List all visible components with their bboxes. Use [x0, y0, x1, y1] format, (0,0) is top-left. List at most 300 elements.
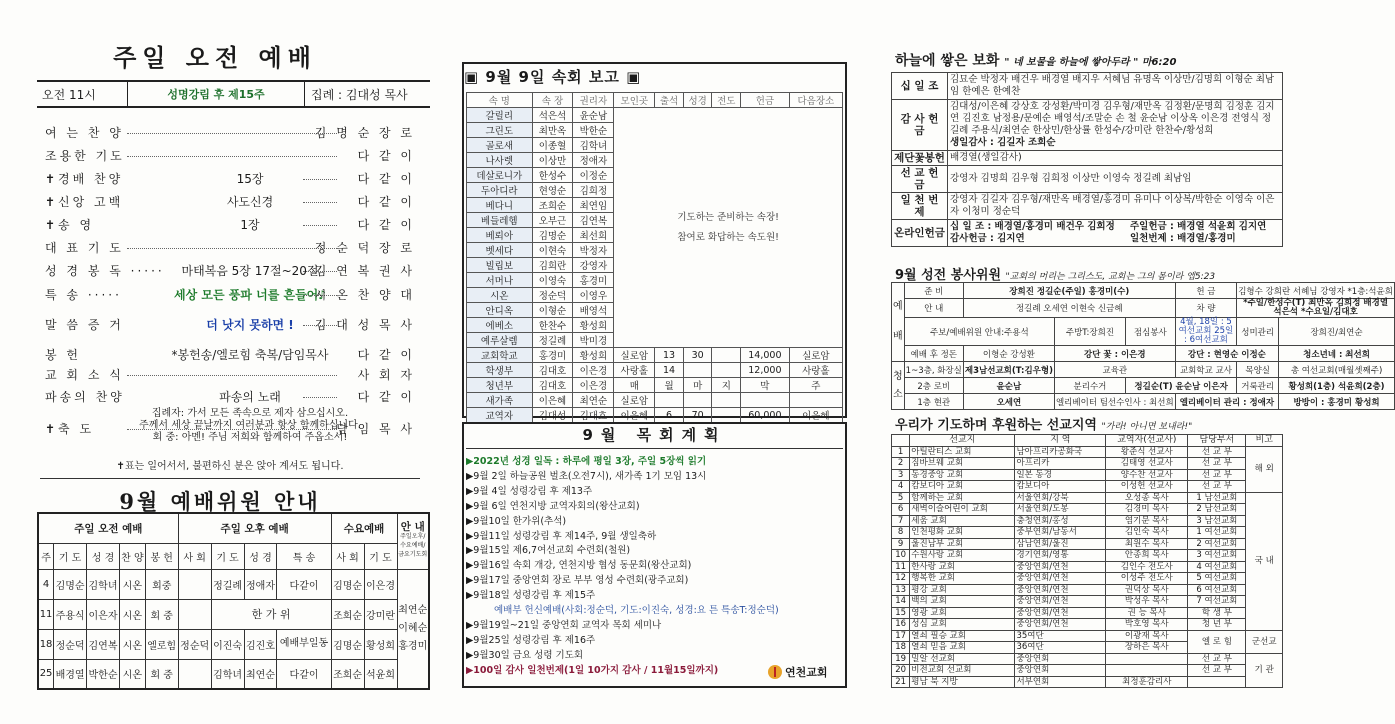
table-cell: 6	[655, 408, 684, 423]
service-title: 주일 오전 예배	[113, 43, 317, 72]
plan-item: ▶9월 4일 성령강림 후 제13주	[466, 485, 593, 497]
table-cell: 서울연회/도봉	[1015, 504, 1106, 516]
vol-cell: 윤순남	[963, 378, 1054, 394]
vol-cell: 정길순(T) 윤순남 이은자	[1125, 378, 1236, 394]
table-cell: 이영우	[573, 288, 614, 303]
offering-title	[895, 50, 1176, 70]
vol-cell: 2층 로비	[904, 378, 963, 394]
table-cell: 2 남선교회	[1188, 504, 1246, 516]
table-cell: 최연임	[573, 198, 614, 213]
table-cell: 베다니	[467, 198, 533, 213]
vol-cell: 분리수거	[1054, 378, 1125, 394]
offering-row	[892, 151, 1283, 166]
region-note: 국 내	[1246, 492, 1283, 630]
table-cell: 5 여선교회	[1188, 573, 1246, 585]
table-cell: 11	[38, 599, 54, 629]
table-row	[892, 458, 1283, 470]
dotted-leader	[303, 202, 337, 203]
plan-item: ▶9월16일 속회 개강, 연천지방 협성 동문회(왕산교회)	[466, 560, 692, 572]
order-person: 다 같 이	[357, 195, 415, 209]
table-cell: 다같이	[277, 659, 331, 689]
group-sunday-pm: 주일 오후 예배	[178, 513, 331, 543]
table-row	[892, 492, 1283, 504]
table-cell: 11	[892, 561, 910, 573]
table-cell: 김태영 선교사	[1106, 458, 1188, 470]
order-label: 파송의 찬양	[45, 390, 125, 404]
table-cell	[712, 393, 741, 408]
vol-cell: 청소년네 : 최선희	[1279, 346, 1395, 362]
group-sunday-am: 주일 오전 예배	[38, 513, 178, 543]
table-cell	[1106, 653, 1188, 665]
table-cell: 19	[892, 653, 910, 665]
table-cell: 세움 교회	[910, 515, 1015, 527]
table-cell: 선 교 부	[1188, 446, 1246, 458]
table-row	[892, 630, 1283, 642]
table-cell: 박정자	[573, 243, 614, 258]
order-content: 1장	[240, 218, 260, 232]
table-row	[892, 504, 1283, 516]
table-cell: 3 여선교회	[1188, 550, 1246, 562]
offering-type: 일 천 번 제	[892, 193, 948, 220]
table-cell: 최만옥	[532, 123, 573, 138]
table-cell: 주	[789, 378, 842, 393]
table-cell: 왕준식 선교사	[1106, 446, 1188, 458]
table-cell: 양수찬 선교사	[1106, 469, 1188, 481]
vol-cell: 오세연	[963, 394, 1054, 410]
table-cell: 현영순	[532, 183, 573, 198]
table-cell: 김명순	[331, 629, 364, 659]
service-header	[37, 80, 430, 108]
table-cell: 지	[712, 378, 741, 393]
table-row	[892, 561, 1283, 573]
order-person: 사 회 자	[357, 368, 415, 382]
table-cell: 충청연회/홍성	[1015, 515, 1106, 527]
table-cell: 황성희	[573, 348, 614, 363]
bless-line: 주께서 세상 끝날까지 여러분과 항상 함께하십니다.	[139, 420, 361, 431]
divider	[40, 478, 420, 479]
liturgical-week: 성명강림 후 제15주	[127, 82, 305, 106]
table-cell: 실로암	[614, 348, 655, 363]
temple-volunteer-table	[891, 282, 1395, 410]
table-cell: 김명순	[54, 569, 87, 599]
order-row	[45, 216, 415, 234]
table-cell: 14,000	[741, 348, 790, 363]
table-cell: 김대성	[532, 408, 573, 423]
usher-name: 이혜순	[398, 622, 428, 634]
table-cell: 주용식	[54, 599, 87, 629]
offering-heading: 하늘에 쌓은 보화	[895, 53, 1000, 69]
table-cell: 중앙연회/연천	[1015, 596, 1106, 608]
table-cell: 비전교회 선교회	[910, 665, 1015, 677]
subheader-cell: 특 송	[277, 543, 331, 569]
table-cell: 두아디라	[467, 183, 533, 198]
table-row	[467, 393, 843, 408]
offering-names	[948, 220, 1283, 247]
plan-item: ▶9월15일 제6,7여선교회 수련회(철원)	[466, 545, 631, 557]
table-cell: 학생부	[467, 363, 533, 378]
table-cell: 16	[892, 619, 910, 631]
table-cell: 사랑홀	[614, 363, 655, 378]
vol-cell: 총 여선교회(매월셋째주)	[1279, 362, 1395, 378]
table-cell: 안디옥	[467, 303, 533, 318]
table-cell	[655, 393, 684, 408]
table-cell: 성심 교회	[910, 619, 1015, 631]
table-row	[892, 527, 1283, 539]
order-row	[45, 170, 415, 188]
table-cell	[789, 393, 842, 408]
table-row	[892, 573, 1283, 585]
table-cell: 조희순	[331, 659, 364, 689]
order-person: 다 같 이	[357, 149, 415, 163]
table-cell: 14	[655, 363, 684, 378]
table-cell: 교회학교	[467, 348, 533, 363]
order-label: ✝축 도	[45, 422, 95, 436]
usher-label: 안 내	[400, 521, 425, 534]
table-cell: 짐바브웨 교회	[910, 458, 1015, 470]
subheader-cell: 사 회	[178, 543, 211, 569]
standing-footnote: ✝표는 일어서서, 불편하신 분은 앉아 계셔도 됩니다.	[116, 461, 344, 472]
vol-cell: 김형수 강희란 서혜님 강영자 *1층:석윤희	[1237, 283, 1395, 299]
table-cell: 이은경	[364, 569, 397, 599]
vol-cell: 강단 : 현영순 이정순	[1175, 346, 1278, 362]
order-label: 봉 헌	[45, 348, 81, 362]
table-cell: 벳세다	[467, 243, 533, 258]
table-cell: 갈릴리	[467, 108, 533, 123]
table-cell: 골로새	[467, 138, 533, 153]
table-cell: 한 가 위	[211, 599, 331, 629]
table-cell: 배경열	[54, 659, 87, 689]
header-cell: 성경	[683, 93, 712, 108]
offering-type: 십 일 조	[892, 73, 948, 100]
table-cell: 10	[892, 550, 910, 562]
table-cell: 황성희	[573, 318, 614, 333]
table-cell: 이은혜	[614, 408, 655, 423]
table-cell: 정애자	[244, 569, 277, 599]
online-item: 일천번제 : 배경열/홍경미	[1130, 233, 1236, 244]
header-cell: 다음장소	[789, 93, 842, 108]
table-cell: 예루살렘	[467, 333, 533, 348]
order-label: 조용한 기도	[45, 149, 125, 163]
table-cell: 권덕상 목사	[1106, 584, 1188, 596]
offering-row	[892, 166, 1283, 193]
order-content: 15장	[236, 172, 264, 186]
table-cell: 60,000	[741, 408, 790, 423]
worship-column	[0, 0, 440, 724]
order-label: ✝경배 찬양	[45, 172, 124, 186]
table-row	[467, 378, 843, 393]
church-logo	[768, 664, 828, 680]
church-name: 연천교회	[785, 666, 828, 679]
table-cell: 김희란	[532, 258, 573, 273]
subheader-cell: 주	[38, 543, 54, 569]
table-cell: 빌립보	[467, 258, 533, 273]
order-person: 시 온 찬 양 대	[314, 288, 415, 302]
table-cell: 15	[892, 607, 910, 619]
order-row	[45, 147, 415, 165]
report-column	[450, 0, 860, 724]
vol-cell: 헌 금	[1175, 283, 1237, 299]
name-list: 김묘순 박정자 배건우 배경열 배지우 서혜님 유명옥 이상만/김명희 이형순 최남임 한예은 한예찬	[950, 74, 1275, 97]
dotted-leader	[303, 397, 337, 398]
table-cell	[683, 393, 712, 408]
table-cell: 중부연회/남동서	[1015, 527, 1106, 539]
table-cell: 중앙연회	[1015, 653, 1106, 665]
table-cell: 13	[655, 348, 684, 363]
vol-cell: 1~3층, 화장실	[904, 362, 963, 378]
table-cell: 이종혈	[532, 138, 573, 153]
table-cell: 백의 교회	[910, 596, 1015, 608]
table-cell: 영광 교회	[910, 607, 1015, 619]
volunteer-heading	[895, 264, 1215, 283]
table-cell: 이성헌 선교사	[1106, 481, 1188, 493]
header-cell	[892, 435, 910, 447]
table-cell: 막	[741, 378, 790, 393]
plan-item: ▶9월19일~21일 중앙연회 교역자 목회 세미나	[466, 619, 662, 631]
table-cell: 아프리카	[1015, 458, 1106, 470]
vol-cell: 제3남선교회(T:김우형)	[963, 362, 1054, 378]
order-content: 더 낫지 못하면 !	[206, 318, 294, 332]
usher-sub: 주일오후/수요예배/금요기도회	[398, 533, 428, 559]
table-cell: 조희순	[532, 198, 573, 213]
dotted-leader	[303, 225, 337, 226]
table-cell: 서부연회	[1015, 676, 1106, 688]
table-row	[38, 599, 429, 629]
plan-item: ▶2022년 성경 일독 : 하루에 평일 3장, 주일 5장씩 읽기	[466, 456, 707, 467]
table-cell: 선 교 부	[1188, 469, 1246, 481]
table-row	[892, 619, 1283, 631]
benediction-text	[130, 408, 370, 444]
table-row	[38, 659, 429, 689]
table-cell: 선 교 부	[1188, 653, 1246, 665]
cross-logo-icon	[768, 665, 782, 679]
table-cell	[712, 408, 741, 423]
header-cell: 헌금	[741, 93, 790, 108]
table-cell: 밀알 선교회	[910, 653, 1015, 665]
mission-verse: "가라! 아니면 보내라!"	[1101, 422, 1193, 432]
mission-title: 우리가 기도하며 후원하는 선교지역	[895, 418, 1097, 433]
table-cell: 평남 북 지방	[910, 676, 1015, 688]
order-person: 담 임 목 사	[336, 422, 415, 436]
vol-cell: 엘리베이터 관리 : 정애자	[1175, 394, 1278, 410]
plan-item: ▶9월11일 성령강림 후 제14주, 9월 생일축하	[466, 530, 657, 542]
table-cell: 6	[892, 504, 910, 516]
table-cell: 베들레헴	[467, 213, 533, 228]
table-cell: 박성우 목사	[1106, 596, 1188, 608]
offering-row	[892, 220, 1283, 247]
table-cell: 이현숙	[532, 243, 573, 258]
table-cell: 김희정	[573, 183, 614, 198]
subheader-cell: 기 도	[54, 543, 87, 569]
table-cell	[683, 363, 712, 378]
table-cell: 중앙연회/연천	[1015, 607, 1106, 619]
table-cell: 김명순	[532, 228, 573, 243]
encouragement-line: 기도하는 준비하는 속장!	[677, 211, 779, 223]
vol-cell: 교육관	[1054, 362, 1175, 378]
table-cell: 삼남연회/울진	[1015, 538, 1106, 550]
table-cell: 김대호	[532, 363, 573, 378]
table-cell: 석은석	[532, 108, 573, 123]
online-item: 감사헌금 : 김지연	[950, 233, 1025, 244]
table-cell: 청년부	[467, 378, 533, 393]
table-header-row	[467, 93, 843, 108]
subheader-cell: 찬 양	[119, 543, 145, 569]
group-wednesday: 수요예배	[331, 513, 397, 543]
order-content: 마태복음 5장 17절~20절	[181, 264, 319, 278]
subheader-row	[38, 543, 429, 569]
table-row	[892, 676, 1283, 688]
table-cell: 김학녀	[87, 569, 120, 599]
table-cell: 25	[38, 659, 54, 689]
table-row	[892, 653, 1283, 665]
order-label: 성 경 봉 독 ·····	[45, 264, 165, 278]
table-cell: 김대호	[573, 408, 614, 423]
table-cell: 선 교 부	[1188, 458, 1246, 470]
subheader-cell: 성 경	[244, 543, 277, 569]
order-person: 다 같 이	[357, 172, 415, 186]
header-cell: 출석	[655, 93, 684, 108]
table-cell	[1188, 676, 1246, 688]
table-cell: 석윤희	[364, 659, 397, 689]
table-cell: 이형순	[532, 303, 573, 318]
table-cell: 열쇠 필승 교회	[910, 630, 1015, 642]
region-note: 해 외	[1246, 446, 1283, 492]
table-cell: 회 중	[145, 659, 178, 689]
vol-cell: 1층 현관	[904, 394, 963, 410]
table-cell: 동경중앙 교회	[910, 469, 1015, 481]
table-cell: 중앙연회/연천	[1015, 561, 1106, 573]
table-cell: 1 남선교회	[1188, 492, 1246, 504]
offering-type: 선 교 헌 금	[892, 166, 948, 193]
table-cell: 김연복	[87, 629, 120, 659]
order-person: 김 명 순 장 로	[314, 126, 415, 140]
table-cell: 수원사랑 교회	[910, 550, 1015, 562]
table-cell: 18	[38, 629, 54, 659]
table-cell: 14	[892, 596, 910, 608]
vol-cell: 예배 후 정돈	[904, 346, 963, 362]
order-person: 다 같 이	[357, 348, 415, 362]
table-cell: 20	[892, 665, 910, 677]
table-cell: 김인수 전도사	[1106, 561, 1188, 573]
table-cell: 70	[683, 408, 712, 423]
usher-name: 최연순	[398, 604, 428, 616]
vol-cell: 주방T:장희진	[1054, 318, 1125, 346]
offering-names	[948, 166, 1283, 193]
table-cell: 마	[683, 378, 712, 393]
order-label: ✝신앙 고백	[45, 195, 124, 209]
table-row	[467, 108, 843, 123]
bless-line: 집례자: 가서 모든 족속으로 제자 삼으십시오.	[151, 408, 349, 419]
table-row	[467, 348, 843, 363]
name-list: 배경열(생일감사)	[950, 152, 1022, 163]
order-person: 정 순 덕 장 로	[314, 241, 415, 255]
order-content: 세상 모든 풍파 너를 흔들어♪	[174, 288, 326, 302]
vol-cell: 강단 꽃 : 이은경	[1054, 346, 1175, 362]
cell-report-title: ▣ 9월 9일 속회 보고 ▣	[464, 68, 642, 86]
table-cell: 선 교 부	[1188, 665, 1246, 677]
header-cell: 권리자	[573, 93, 614, 108]
plan-item: ▶9월30일 금요 성령 기도회	[466, 649, 584, 661]
vol-cell: *주일/한성수(T) 최만옥 김희정 배경열 석은석 *수요일/김대호	[1237, 299, 1395, 318]
table-cell: 오성종 목사	[1106, 492, 1188, 504]
order-row	[45, 262, 415, 280]
vol-cell: 성미관리	[1237, 318, 1279, 346]
table-cell: 이은혜	[532, 393, 573, 408]
table-row	[892, 538, 1283, 550]
offering-row	[892, 100, 1283, 151]
subheader-cell: 성 경	[87, 543, 120, 569]
table-cell: 홍경미	[573, 273, 614, 288]
table-cell: 3 남선교회	[1188, 515, 1246, 527]
usher-name: 홍경미	[398, 640, 428, 652]
order-content: 사도신경	[226, 195, 274, 209]
table-row	[467, 408, 843, 423]
table-cell: 캄보디아	[1015, 481, 1106, 493]
table-cell: 청 년 부	[1188, 619, 1246, 631]
table-cell: 박미경	[573, 333, 614, 348]
table-cell: 선 교 부	[1188, 481, 1246, 493]
offering-names	[948, 100, 1283, 151]
table-row	[38, 629, 429, 659]
plan-item: 예배부 헌신예배(사회:정순덕, 기도:이진숙, 성경:요 튼 특송T:정순덕)	[494, 605, 779, 616]
plan-item: ▶9월17일 중앙연회 장로 부부 영성 수련회(광주교회)	[466, 575, 689, 587]
vol-cell: 안 내	[904, 299, 963, 318]
table-cell: 김학녀	[211, 659, 244, 689]
divider	[466, 448, 843, 449]
table-cell: 나사렛	[467, 153, 533, 168]
header-cell: 모인곳	[614, 93, 655, 108]
vol-cell: 주보/예배위원 안내:주용석	[904, 318, 1054, 346]
order-label: 특 송 ·····	[45, 288, 122, 302]
header-cell: 선교지	[910, 435, 1015, 447]
table-cell: 베뢰아	[467, 228, 533, 243]
table-row	[892, 515, 1283, 527]
side-cleaning: 청소	[892, 362, 905, 410]
table-cell: 시온	[119, 569, 145, 599]
plan-item: ▶9월25일 성령강림 후 제16주	[466, 634, 596, 646]
table-cell: 실로암	[614, 393, 655, 408]
vol-cell: 방방이 : 홍경미 황성희	[1279, 394, 1395, 410]
order-label: 말 씀 증 거	[45, 318, 124, 332]
table-cell: 김명순	[331, 569, 364, 599]
table-cell	[178, 599, 211, 629]
table-cell: 30	[683, 348, 712, 363]
table-cell: 6 여선교회	[1188, 584, 1246, 596]
table-cell: 이은혜	[789, 408, 842, 423]
offering-table	[891, 72, 1283, 247]
usher-cell	[397, 569, 429, 689]
table-cell: 35여단	[1015, 630, 1106, 642]
table-cell: 5	[892, 492, 910, 504]
table-cell: 18	[892, 642, 910, 654]
order-label: 여 는 찬 양	[45, 126, 124, 140]
table-cell: 안종희 목사	[1106, 550, 1188, 562]
table-cell: 이정순	[573, 168, 614, 183]
table-cell	[1106, 665, 1188, 677]
vol-cell: 교회학교 교사	[1175, 362, 1237, 378]
table-cell: 이영숙	[532, 273, 573, 288]
order-person: 다 같 이	[357, 218, 415, 232]
table-cell: 시온	[119, 629, 145, 659]
plan-item: ▶9월 6일 연천지방 교역자회의(왕산교회)	[466, 500, 640, 512]
plan-item: ▶9월10일 한가위(추석)	[466, 515, 567, 527]
table-row	[467, 363, 843, 378]
dotted-leader	[303, 179, 337, 180]
order-row	[45, 193, 415, 211]
offering-names	[948, 73, 1283, 100]
service-leader: 집례 : 김대성 목사	[311, 87, 408, 102]
table-cell: 중앙연회/연천	[1015, 573, 1106, 585]
side-worship: 예배	[892, 283, 905, 362]
